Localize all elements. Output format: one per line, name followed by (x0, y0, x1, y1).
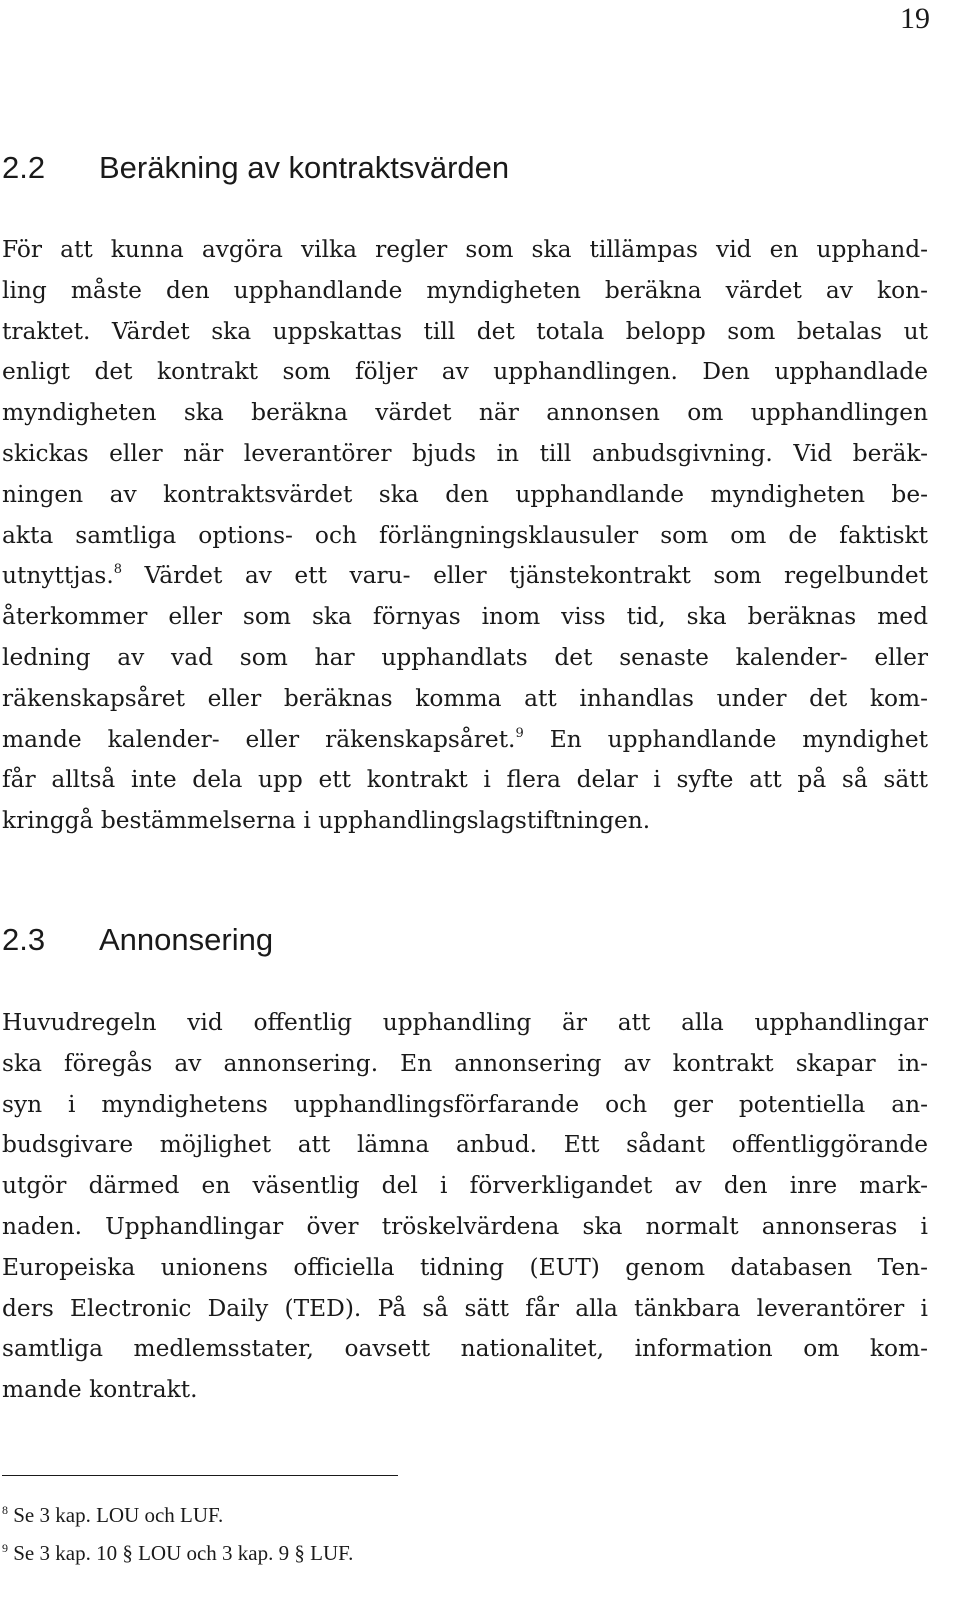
paragraph-kontraktsvarden (2, 230, 928, 842)
footnote-text: Se 3 kap. LOU och LUF. (13, 1503, 224, 1527)
text-line: utgör därmed en väsentlig del i förverkligandet av den inre mark- (2, 1172, 928, 1200)
section-number: 2.2 (2, 150, 46, 185)
text-run: Värdet av ett varu- eller tjänstekontrakt som regelbundet (122, 562, 928, 590)
text-run: mande kalender- eller räkenskapsåret. (2, 725, 516, 753)
text-line: mande kontrakt. (2, 1376, 198, 1404)
text-line: samtliga medlemsstater, oavsett nationalitet, information om kom- (2, 1335, 928, 1363)
text-line: får alltså inte dela upp ett kontrakt i flera delar i syfte att på så sätt (2, 766, 928, 794)
text-line: kringgå bestämmelserna i upphandlingslagstiftningen. (2, 807, 651, 835)
text-line: Europeiska unionens officiella tidning (EUT) genom databasen Ten- (2, 1253, 928, 1281)
text-line: Huvudregeln vid offentlig upphandling är att alla upphandlingar (2, 1009, 928, 1036)
text-line: myndigheten ska beräkna värdet när annonsen om upphandlingen (2, 399, 928, 427)
footnote-text: Se 3 kap. 10 § LOU och 3 kap. 9 § LUF. (13, 1541, 354, 1565)
text-line: ling måste den upphandlande myndigheten beräkna värdet av kon- (2, 276, 928, 304)
footnote-marker: 9 (2, 1541, 8, 1555)
page-number: 19 (900, 2, 930, 35)
text-line: enligt det kontrakt som följer av upphandlingen. Den upphandlade (2, 358, 928, 386)
section-heading-2-3 (2, 922, 273, 958)
text-line: syn i myndighetens upphandlingsförfarande och ger potentiella an- (2, 1090, 928, 1118)
text-line: För att kunna avgöra vilka regler som ska tillämpas vid en upphand- (2, 236, 928, 263)
text-line: traktet. Värdet ska uppskattas till det totala belopp som betalas ut (2, 317, 928, 345)
text-line: ders Electronic Daily (TED). På så sätt får alla tänkbara leverantörer i (2, 1294, 928, 1322)
text-line: budsgivare möjlighet att lämna anbud. Ett sådant offentliggörande (2, 1131, 928, 1159)
section-heading-2-2 (2, 150, 509, 186)
paragraph-annonsering (2, 1003, 928, 1411)
footnote-9 (2, 1541, 353, 1566)
text-line (2, 720, 928, 761)
text-line: naden. Upphandlingar över tröskelvärdena ska normalt annonseras i (2, 1212, 928, 1240)
text-run: En upphandlande myndighet (523, 725, 928, 753)
section-number: 2.3 (2, 922, 46, 957)
text-line: återkommer eller som ska förnyas inom viss tid, ska beräknas med (2, 603, 928, 631)
text-line: akta samtliga options- och förlängningsklausuler som om de faktiskt (2, 521, 928, 549)
text-line: räkenskapsåret eller beräknas komma att inhandlas under det kom- (2, 684, 928, 712)
text-line (2, 556, 928, 597)
footnote-ref-9: 9 (515, 725, 524, 741)
text-run: utnyttjas. (2, 562, 114, 590)
text-line: skickas eller när leverantörer bjuds in till anbudsgivning. Vid beräk- (2, 439, 928, 467)
text-line: ledning av vad som har upphandlats det senaste kalender- eller (2, 643, 928, 671)
section-title: Beräkning av kontraktsvärden (99, 150, 510, 185)
text-line: ska föregås av annonsering. En annonsering av kontrakt skapar in- (2, 1049, 928, 1077)
footnote-ref-8: 8 (113, 562, 123, 578)
footnote-8 (2, 1503, 223, 1528)
footnote-divider (2, 1475, 398, 1476)
text-line: ningen av kontraktsvärdet ska den upphandlande myndigheten be- (2, 480, 928, 508)
footnote-marker: 8 (2, 1503, 8, 1517)
section-title: Annonsering (99, 922, 274, 957)
